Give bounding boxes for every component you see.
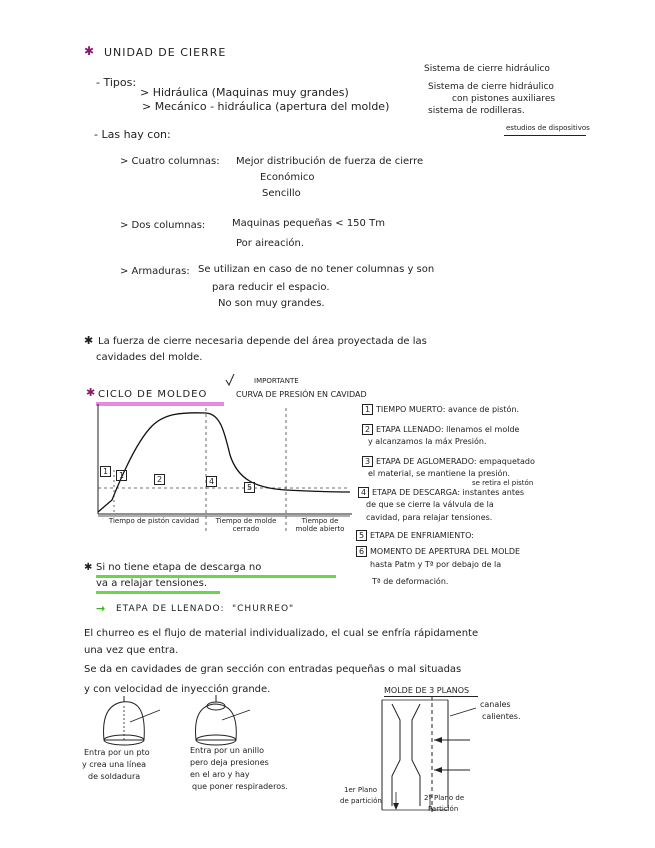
dos-line-2: Por aireación. bbox=[236, 238, 305, 249]
armaduras-line-3: No son muy grandes. bbox=[218, 298, 325, 309]
step-3-number: 3 bbox=[362, 456, 373, 467]
armaduras-line-2: para reducir el espacio. bbox=[212, 282, 330, 293]
left-sketch-line-1: Entra por un pto bbox=[84, 748, 150, 757]
tipos-label: - Tipos: bbox=[96, 76, 137, 89]
tipos-item-1: > Hidráulica (Maquinas muy grandes) bbox=[140, 86, 349, 99]
plano2-line-2: Partición bbox=[428, 805, 459, 813]
step-2-line-2: y alcanzamos la máx Presión. bbox=[368, 437, 487, 446]
step-6-line-2: hasta Patm y Tª por debajo de la bbox=[370, 560, 502, 569]
graph-label-1b-box: 1 bbox=[116, 470, 127, 481]
churreo-line-1: El churreo es el flujo de material individualizado, el cual se enfría rápidamente bbox=[84, 628, 479, 639]
step-4-number: 4 bbox=[358, 487, 369, 498]
step-6-number: 6 bbox=[356, 546, 367, 557]
graph-caption-1: Tiempo de pistón cavidad bbox=[108, 517, 200, 525]
step-5-number: 5 bbox=[356, 530, 367, 541]
mid-sketch-line-2: pero deja presiones bbox=[190, 758, 269, 767]
armaduras-line-1: Se utilizan en caso de no tener columnas y son bbox=[198, 264, 435, 275]
dos-line-1: Maquinas pequeñas < 150 Tm bbox=[232, 218, 385, 229]
step-4-line-3: cavidad, para relajar tensiones. bbox=[366, 513, 493, 522]
graph-caption-2: Tiempo de molde cerrado bbox=[215, 517, 277, 534]
step-3-line-2: el material, se mantiene la presión. bbox=[368, 469, 511, 478]
llenado-value: "CHURREO" bbox=[232, 604, 295, 614]
tipos-side-3: con pistones auxiliares bbox=[452, 94, 556, 104]
plano2-line-1: 2º Plano de bbox=[424, 794, 465, 802]
ciclo-curva: CURVA DE PRESIÓN EN CAVIDAD bbox=[236, 390, 367, 399]
descarga-bullet: ✱ bbox=[84, 562, 93, 573]
mid-sketch-line-4: que poner respiraderos. bbox=[192, 782, 288, 791]
fuerza-line-1: La fuerza de cierre necesaria depende del área proyectada de las bbox=[98, 336, 427, 347]
molde-title: MOLDE DE 3 PLANOS bbox=[384, 686, 470, 695]
cuatro-title: > Cuatro columnas: bbox=[120, 156, 220, 167]
churreo-line-2: una vez que entra. bbox=[84, 645, 179, 656]
mid-sketch-line-1: Entra por un anillo bbox=[190, 746, 265, 755]
tipos-side-5: estudios de dispositivos bbox=[506, 124, 590, 132]
molde-title-underline bbox=[384, 696, 478, 697]
left-sketch-line-2: y crea una línea bbox=[82, 760, 147, 769]
step-2-number: 2 bbox=[362, 424, 373, 435]
churreo-line-3: Se da en cavidades de gran sección con entradas pequeñas o mal situadas bbox=[84, 664, 462, 675]
cuatro-line-2: Económico bbox=[260, 172, 315, 183]
step-3-line-3: se retira el pistón bbox=[472, 479, 534, 487]
step-1-text: TIEMPO MUERTO: avance de pistón. bbox=[376, 405, 520, 414]
heading-bullet: ✱ bbox=[84, 44, 95, 58]
cuatro-line-3: Sencillo bbox=[262, 188, 301, 199]
tipos-side-1: Sistema de cierre hidráulico bbox=[424, 64, 550, 74]
dos-title: > Dos columnas: bbox=[120, 220, 206, 231]
churreo-line-4: y con velocidad de inyección grande. bbox=[84, 684, 271, 695]
left-sketch-line-3: de soldadura bbox=[88, 772, 141, 781]
tipos-side-4: sistema de rodilleras. bbox=[428, 106, 525, 116]
plano1-line-2: de partición bbox=[340, 797, 382, 805]
step-6-line-3: Tª de deformación. bbox=[372, 577, 449, 586]
graph-caption-3: Tiempo de molde abierto bbox=[295, 517, 345, 534]
step-1-number: 1 bbox=[362, 404, 373, 415]
fuerza-bullet: ✱ bbox=[84, 334, 94, 347]
heading-title: UNIDAD DE CIERRE bbox=[104, 46, 227, 59]
graph-label-1a-box: 1 bbox=[100, 466, 111, 477]
graph-label-5-box: 5 bbox=[244, 482, 255, 493]
graph-label-2-box: 2 bbox=[154, 474, 165, 485]
llenado-arrow: → bbox=[96, 602, 106, 615]
ciclo-bullet: ✱ bbox=[86, 386, 96, 399]
armaduras-title: > Armaduras: bbox=[120, 266, 190, 277]
step-2-text-1: ETAPA LLENADO: llenamos el molde bbox=[376, 425, 520, 434]
plano1-line-1: 1er Plano bbox=[344, 786, 378, 794]
graph-label-4-box: 4 bbox=[206, 476, 217, 487]
canales-1: canales bbox=[480, 700, 511, 709]
ciclo-importante: IMPORTANTE bbox=[254, 377, 299, 385]
canales-2: calientes. bbox=[482, 712, 521, 721]
mid-sketch-line-3: en el aro y hay bbox=[190, 770, 250, 779]
ciclo-title: CICLO DE MOLDEO bbox=[98, 389, 208, 400]
tipos-item-2: > Mecánico - hidráulica (apertura del molde) bbox=[142, 100, 390, 113]
step-4-text-1: ETAPA DE DESCARGA: instantes antes bbox=[372, 488, 525, 497]
cuatro-line-1: Mejor distribución de fuerza de cierre bbox=[236, 156, 424, 167]
llenado-label: ETAPA DE LLENADO: bbox=[116, 604, 225, 614]
step-6-text-1: MOMENTO DE APERTURA DEL MOLDE bbox=[370, 547, 521, 556]
descarga-line-1: Si no tiene etapa de descarga no bbox=[96, 562, 262, 573]
las-hay-label: - Las hay con: bbox=[94, 128, 171, 141]
descarga-line-2: va a relajar tensiones. bbox=[96, 578, 208, 589]
step-5-text-1: ETAPA DE ENFRIAMIENTO: bbox=[370, 531, 474, 540]
step-4-line-2: de que se cierre la válvula de la bbox=[366, 500, 494, 509]
step-3-text-1: ETAPA DE AGLOMERADO: empaquetado bbox=[376, 457, 535, 466]
tipos-side-2: Sistema de cierre hidráulico bbox=[428, 82, 554, 92]
fuerza-line-2: cavidades del molde. bbox=[96, 352, 203, 363]
